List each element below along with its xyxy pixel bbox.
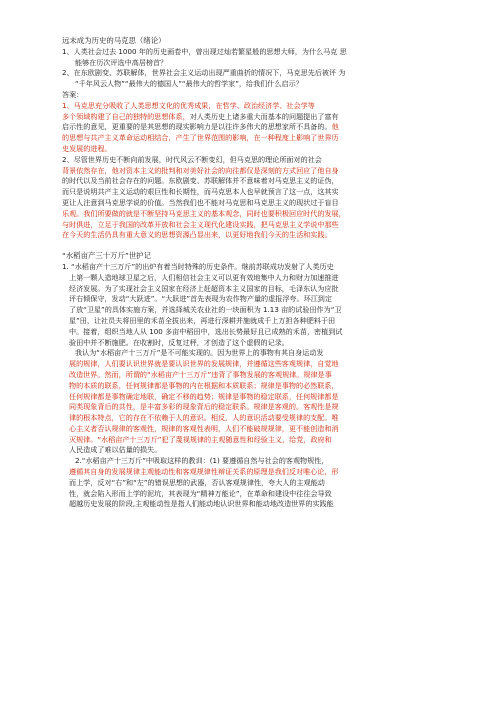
answer-1-line: 的思想与共产主义革命运动相结合，产生了世界范围的影响，在一种程度上影响了世界历 (62, 133, 339, 143)
answer-1-line (62, 112, 456, 123)
section-1-line: 了放“卫星”的具体实施方案，并选择城关农业社的一块面积为 1.13 亩的试验田作为“卫 (69, 305, 342, 315)
section-2-line: 物的本质的联系，任何规律都是事物的内在根据和本质联系；规律是事物的必然联系， (69, 380, 339, 390)
section-1-line: 上第一颗人造地球卫星之后，人们相信社会主义可以更有效地集中人力和财力加速推进 (69, 272, 339, 282)
section-1-line: 经济发展。为了实现社会主义国家在经济上赶超资本主义国家的目标，毛泽东认为应批 (69, 283, 339, 293)
question-1: 1、人类社会过去 1000 年的历史画卷中，曾出现过灿若繁星般的思想大师，为什么马克 思 (62, 46, 347, 56)
doc-title: 远未成为历史的马克思（绪论） (62, 36, 166, 45)
answer-label: 答案： (62, 89, 84, 99)
question-1-cont: 能够在历次评选中高居榜首？ (75, 57, 168, 67)
answer-2-line: 与时俱进，立足于我国的改革开放和社会主义现代化建设实践，把马克思主义学说中那些 (62, 219, 339, 229)
answer-1-line (62, 122, 456, 133)
section-2-line: 人民造成了难以估量的损失。 (69, 445, 162, 455)
section-2-line: 展的规律，人们要认识世界就是要认识世界的发展规律，并遵循这些客观规律，自觉地 (69, 359, 339, 369)
section-2-line: 同类现象背后的共性，是丰富多彩的现象背后的稳定联系。规律是客观的。客观性是规 (69, 402, 339, 412)
section-2-line: 我认为“水稻亩产十三万斤”是不可能实现的。因为世界上的事物有其自身运动发 (75, 348, 324, 358)
answer-1-red-span: 他 (331, 122, 339, 132)
answer-2-line: 更让人注意到马克思学说的价值。当然我们也不能对马克思和马克思主义的现状过于盲目 (62, 197, 339, 207)
answer-1-black-span: 启示性的意见，更重要的是其思想的现实影响力是以往许多伟大的思想家所不具备的。 (62, 122, 332, 132)
section-3-line: 遵循其自身的发展规律主观能动性和客观规律性辩证关系的原理是我们反对唯心论，形 (69, 467, 339, 477)
answer-1-black-span: 对人类历史上诸多重大而基本的问题提出了富有 (189, 111, 339, 121)
question-2-cont: “千年风云人物”“最伟大的德国人”“最伟大的哲学家”，给我们什么启示？ (75, 79, 303, 89)
section-1-line: 星”田，让社员夫将田里的禾苗全拔出来，再进行深耕并施就成千上万担各种肥料于田 (69, 315, 336, 325)
section-3-line: 2.“水稻亩产十三万斤”中吸取这样的教训：(1) 要遵循自然与社会的客观物规性， (75, 456, 329, 466)
section-2-line: 律的根本特点，它的存在不依赖于人的意识。相反，人的意识活动要受规律的支配。唯 (69, 413, 339, 423)
answer-2-line: 在今天的生活仍具有重大意义的思想资源凸显出来，以更好地我们今天的生活和实践。 (62, 230, 332, 240)
answer-2-line: 的时代以及当前社会存在的问题。东欧剧变、苏联解体并不意味着对马克思主义的证伪， (62, 176, 339, 186)
section-2-line: 心主义者否认规律的客观性，规律的客观性表明，人们不能破规规律，更不能创造和消 (69, 423, 339, 433)
section-3-line: 超越历史发展的阶段,主观能动性是指人们能动地认识世界和能动地改造世界的实践能 (69, 499, 334, 509)
section-2-line: 灭规律。“水稻亩产十三万斤”犯了蔑视规律的主观随意性和经验主义，给党，政府和 (69, 434, 332, 444)
answer-1-red-span: 多个领域构建了自己的独特的思想体系， (62, 111, 190, 121)
section-3-line: 而上学，反对“右”和“左”的错误思想的武器，否认客观规律性，夸大人的主观能动 (69, 477, 325, 487)
section-1-line: 中。接着，组织当地人从 100 多亩中稻田中，选出长势最好且已成熟的禾苗，密植到试 (69, 326, 343, 336)
section-3-line: 性，就会陷入形而上学的泥坑，其表现为“精神万能论”，在革命和建设中往往会导致 (69, 488, 332, 498)
answer-2-line: 而只是说明共产主义运动的艰巨性和长期性，而马克思本人也早就预言了这一点，这其实 (62, 187, 339, 197)
answer-1-line: 史发展的进程。 (62, 143, 112, 153)
section-2-line: 改造世界。然而，所谓的“水稻亩产十三万斤”违背了事物发展的客观规律。规律是事 (69, 369, 332, 379)
answer-2-line: 2、尽管世界历史不断向前发展，时代风云不断变幻，但马克思的理论所面对的社会 (62, 154, 322, 164)
section-1-line: 1. “水稻亩产十三万斤”的出炉有着当时特殊的历史条件。继前苏联成功发射了人类历史 (62, 261, 334, 271)
question-2: 2、在东欧剧变、苏联解体，世界社会主义运动出现严重曲折的情况下，马克思先后被评 为 (62, 68, 346, 78)
answer-2-line: 背景依然存在，他对资本主义的批判和对美好社会的向往都仅是深刻的方式回应了他自身 (62, 165, 339, 175)
section-title: “水稻亩产三十万斤”世护记 (62, 251, 151, 261)
answer-2-line: 乐观。我们所要做的就是不断坚持马克思主义的基本观念，同时也要积极回应时代的发展， (62, 208, 346, 218)
answer-1-line: 1、马克思充分吸收了人类思想文化的优秀成果，在哲学、政治经济学、社会学等 (62, 100, 315, 110)
section-1-line: 评右倾保守，发动“大跃进”。“大跃进”首先表现为农作物产量的虚报浮夸。环江到定 (69, 294, 332, 304)
section-2-line: 任何规律都是事物确定地联，确定不移的趋势；规律是事物的稳定联系，任何规律都是 (69, 391, 339, 401)
section-1-line: 验田中并不断施肥。在收割时，反复过秤，才创造了这个虚假的记录。 (69, 337, 289, 347)
